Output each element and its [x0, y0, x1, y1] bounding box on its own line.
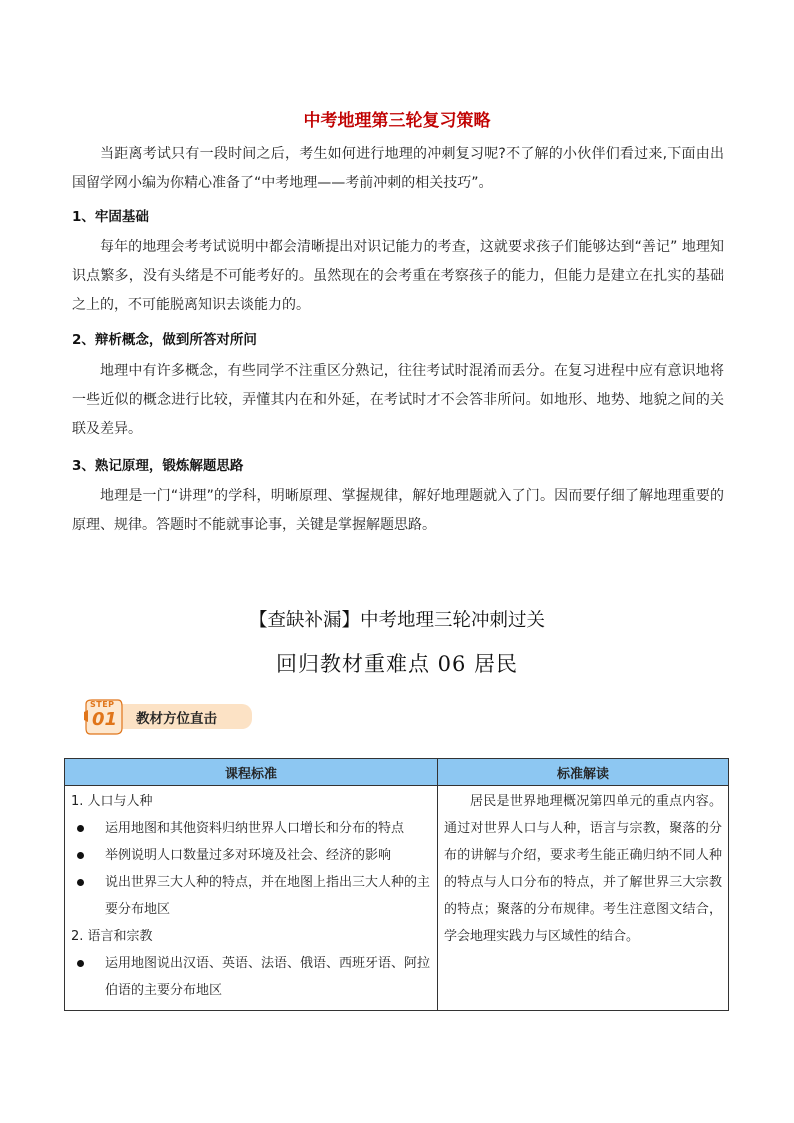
chapter-title: 回归教材重难点 06 居民 — [275, 652, 519, 676]
step-text: 教材方位直击 — [136, 711, 217, 727]
interpretation-text: 居民是世界地理概况第四单元的重点内容。通过对世界人口与人种，语言与宗教，聚落的分布的讲解与介绍，要求考生能正确归纳不同人种的特点与人口分布的特点，并了解世界三大宗教的特点；聚落的分布规律。考生注意图文结合，学会地理实践力与区域性的结合。 — [444, 794, 722, 944]
bullet-icon — [77, 825, 84, 832]
step-badge — [82, 698, 252, 736]
page-title: 中考地理第三轮复习策略 — [303, 111, 491, 131]
curriculum-table — [64, 758, 729, 1011]
header-standard: 课程标准 — [65, 759, 438, 786]
intro-paragraph: 当距离考试只有一段时间之后，考生如何进行地理的冲刺复习呢?不了解的小伙伴们看过来,下面由出国留学网小编为你精心准备了“中考地理——考前冲刺的相关技巧”。 — [72, 146, 724, 191]
section-heading-3: 3、熟记原理，锻炼解题思路 — [72, 458, 244, 474]
group-title-language: 2. 语言和宗教 — [71, 929, 153, 944]
interpretation-cell — [438, 786, 729, 1011]
standard-cell — [65, 786, 438, 1011]
step-number: 01 — [92, 709, 118, 730]
section-body-1: 每年的地理会考考试说明中都会清晰提出对识记能力的考查，这就要求孩子们能够达到“善记” 地理知识点繁多，没有头绪是不可能考好的。虽然现在的会考重在考察孩子的能力，但能力是建立在扎实的基础之上的，不可能脱离知识去谈能力的。 — [72, 239, 724, 313]
review-subtitle: 【查缺补漏】中考地理三轮冲刺过关 — [248, 610, 545, 631]
group-title-population: 1. 人口与人种 — [71, 794, 153, 809]
section-body-2: 地理中有许多概念，有些同学不注重区分熟记，往往考试时混淆而丢分。在复习进程中应有意识地将一些近似的概念进行比较，弄懂其内在和外延，在考试时才不会答非所问。如地形、地势、地貌之间的关联及差异。 — [72, 363, 724, 437]
table-header-row — [65, 759, 729, 786]
bullet-icon — [77, 852, 84, 859]
bullet-icon — [77, 879, 84, 886]
list-item-text: 运用地图和其他资料归纳世界人口增长和分布的特点 — [105, 821, 405, 836]
section-body-3: 地理是一门“讲理”的学科，明晰原理、掌握规律，解好地理题就入了门。因而要仔细了解地理重要的原理、规律。答题时不能就事论事，关键是掌握解题思路。 — [72, 488, 724, 533]
list-item-text: 运用地图说出汉语、英语、法语、俄语、西班牙语、阿拉伯语的主要分布地区 — [105, 956, 431, 998]
section-heading-2: 2、辩析概念，做到所答对所问 — [72, 332, 257, 348]
bullet-icon — [77, 960, 84, 967]
list-item-text: 说出世界三大人种的特点，并在地图上指出三大人种的主要分布地区 — [105, 875, 431, 917]
list-item — [71, 869, 431, 923]
table-row — [65, 786, 729, 1011]
step-label: STEP — [90, 700, 115, 709]
section-heading-1: 1、牢固基础 — [72, 209, 149, 225]
list-item — [71, 842, 431, 869]
list-item — [71, 950, 431, 1004]
list-item — [71, 815, 431, 842]
header-interpretation: 标准解读 — [438, 759, 729, 786]
list-item-text: 举例说明人口数量过多对环境及社会、经济的影响 — [105, 848, 392, 863]
